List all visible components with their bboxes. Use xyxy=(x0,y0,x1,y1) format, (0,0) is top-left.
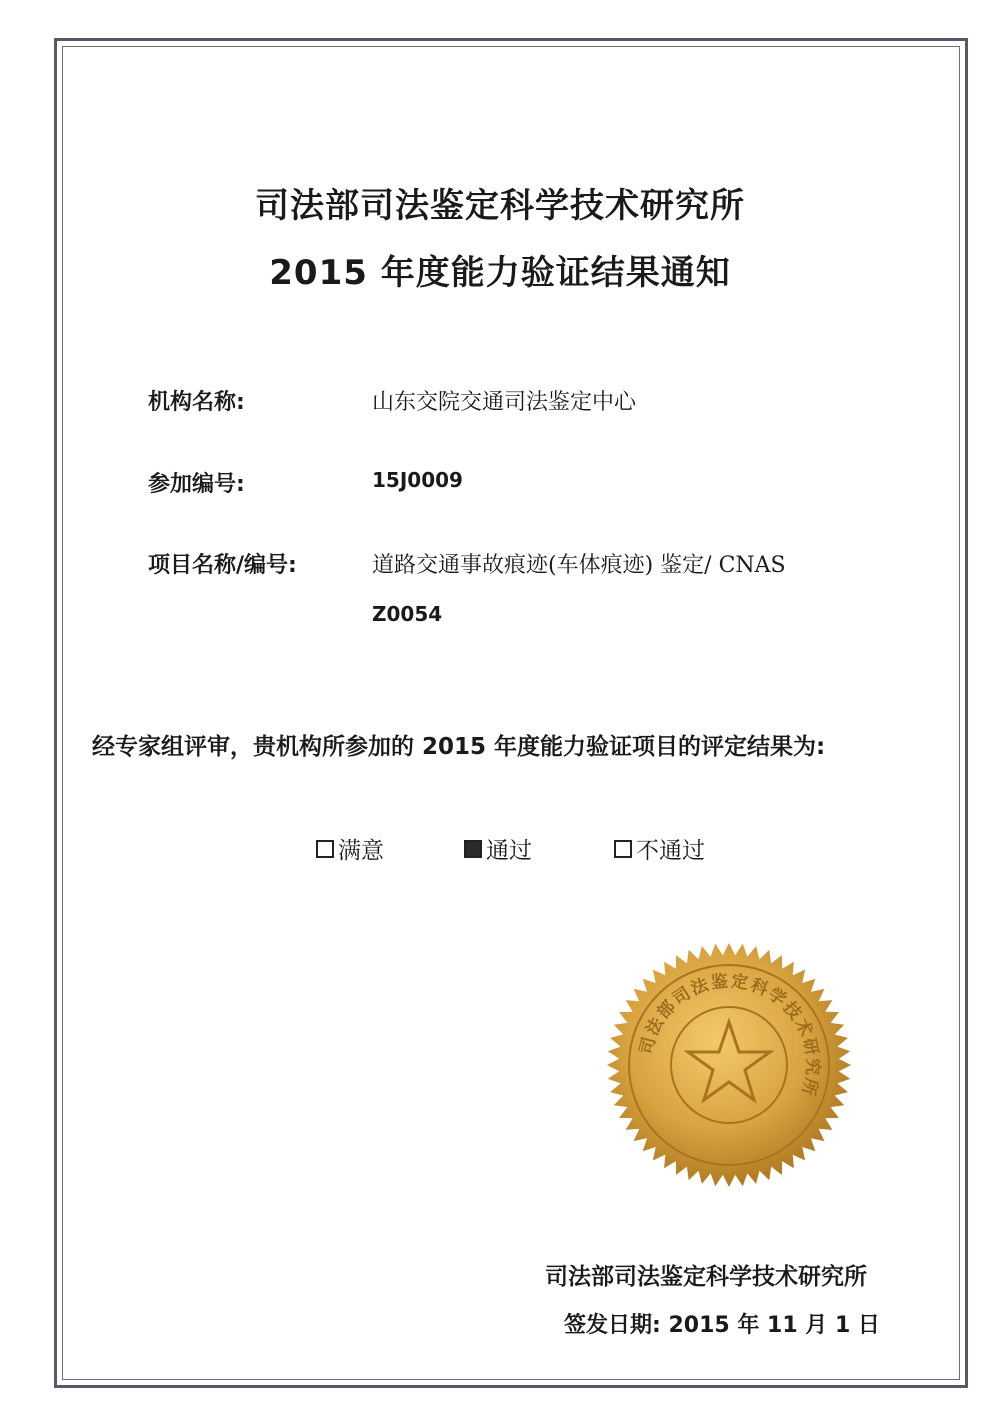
checkbox-empty-icon xyxy=(316,840,334,858)
org-label: 机构名称: xyxy=(148,390,245,415)
issue-date: 签发日期: 2015 年 11 月 1 日 xyxy=(564,1313,880,1338)
checkbox-empty-icon xyxy=(614,840,632,858)
option-label: 通过 xyxy=(486,838,532,864)
project-value-line1: 道路交通事故痕迹(车体痕迹) 鉴定/ CNAS xyxy=(372,553,786,578)
checkbox-checked-icon xyxy=(464,840,482,858)
option-fail xyxy=(614,832,705,865)
issuer-name: 司法部司法鉴定科学技术研究所 xyxy=(545,1264,867,1290)
document-title: 司法部司法鉴定科学技术研究所 xyxy=(255,186,745,226)
document-subtitle: 2015 年度能力验证结果通知 xyxy=(269,253,731,293)
option-label: 不通过 xyxy=(636,838,705,864)
id-label: 参加编号: xyxy=(148,472,245,497)
seal-text: 司法部司法鉴定科学技术研究所 xyxy=(636,971,823,1100)
org-value: 山东交院交通司法鉴定中心 xyxy=(372,390,637,415)
id-value: 15J0009 xyxy=(372,468,463,492)
option-satisfactory xyxy=(316,832,384,865)
option-label: 满意 xyxy=(338,838,384,864)
project-label: 项目名称/编号: xyxy=(148,553,297,578)
option-pass xyxy=(464,832,532,865)
result-statement: 经专家组评审，贵机构所参加的 2015 年度能力验证项目的评定结果为: xyxy=(92,734,826,760)
gold-seal-icon xyxy=(604,940,854,1190)
project-value-line2: Z0054 xyxy=(372,602,443,626)
